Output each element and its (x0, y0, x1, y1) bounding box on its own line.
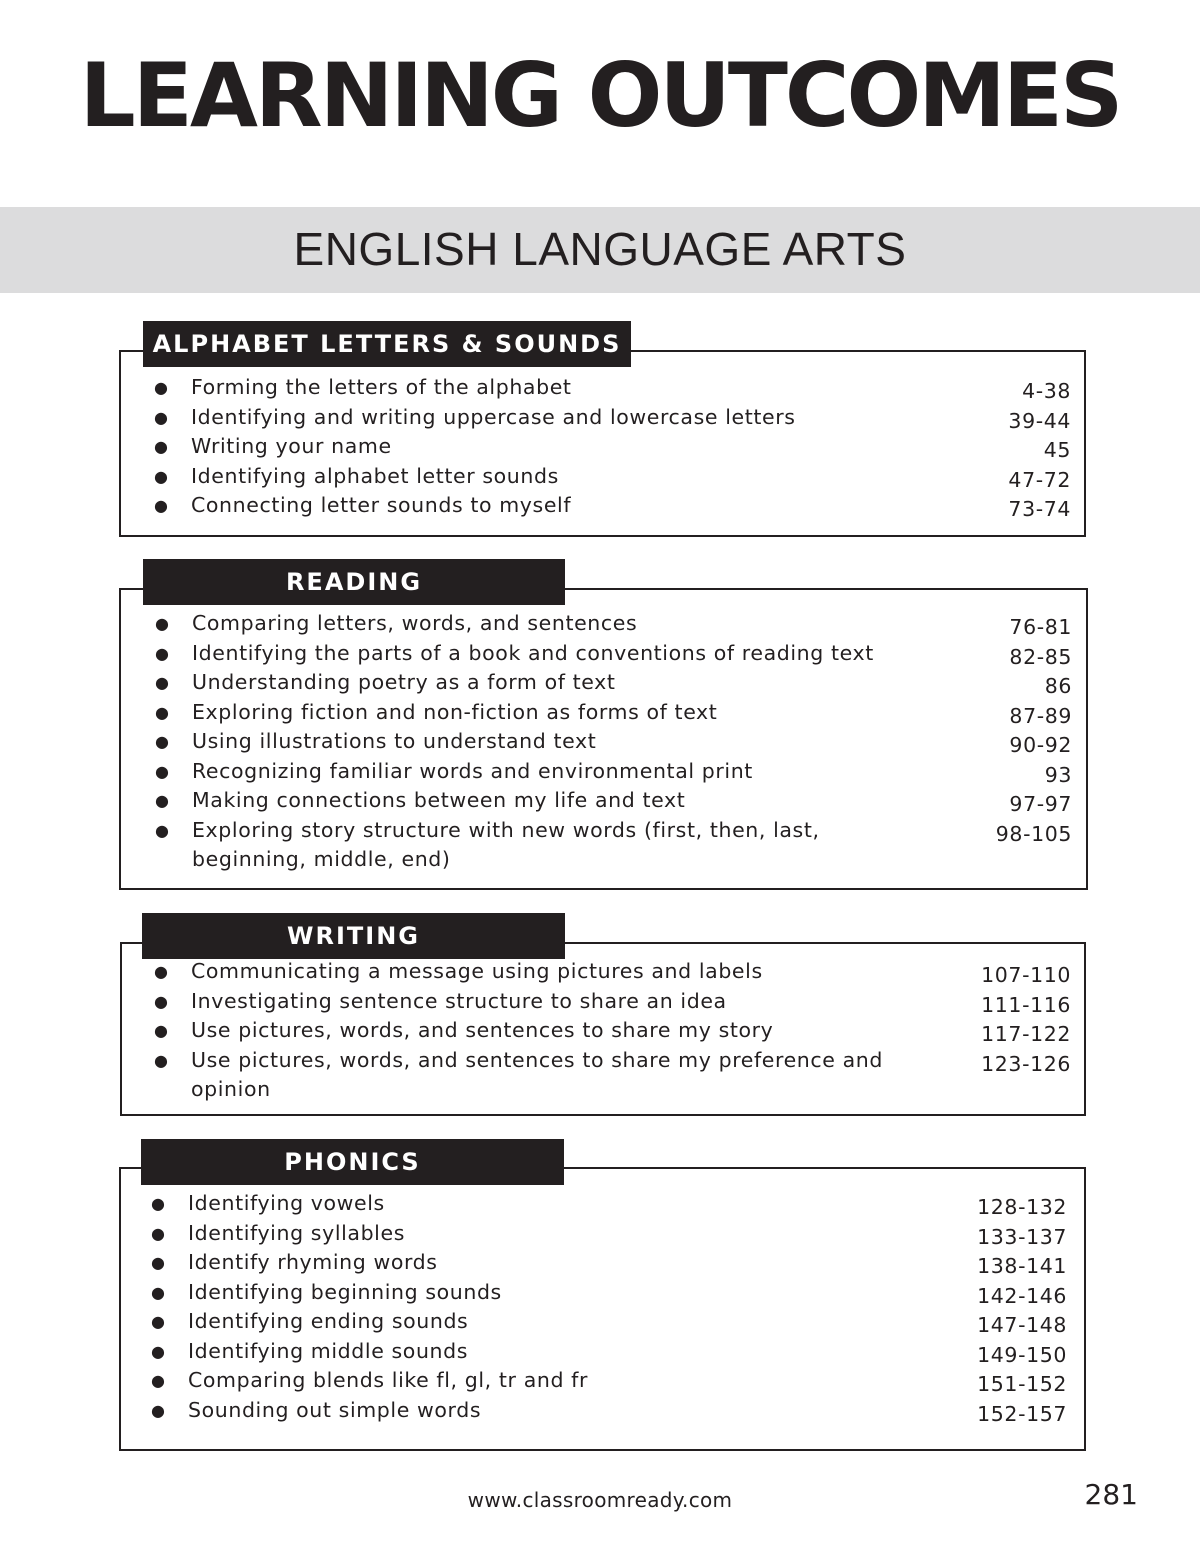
outcome-text: Identifying middle sounds (188, 1338, 469, 1363)
bullet-icon: ● (155, 702, 170, 722)
page-range: 87-89 (1009, 703, 1072, 728)
list-item (155, 668, 1072, 698)
list-item (155, 816, 1072, 875)
section-heading: READING (143, 559, 565, 605)
page-range: 73-74 (1008, 497, 1071, 521)
bullet-icon: ● (154, 437, 169, 456)
list-item (151, 1307, 1067, 1337)
page-range: 39-44 (1008, 408, 1071, 433)
section-alphabet-letters-sounds (119, 321, 1086, 537)
bullet-icon: ● (151, 1223, 166, 1243)
page-range: 149-150 (977, 1342, 1067, 1367)
list-item (155, 609, 1072, 639)
website-url: www.classroomready.com (467, 1488, 733, 1512)
page-range: 47-72 (1008, 467, 1071, 492)
outcome-text: Identifying alphabet letter sounds (191, 463, 559, 488)
bullet-icon: ● (151, 1371, 166, 1390)
list-item (154, 432, 1071, 462)
outcome-text: Identifying vowels (188, 1191, 385, 1215)
list-item (154, 462, 1071, 492)
outcome-text: Use pictures, words, and sentences to share my preference and opinion (191, 1047, 883, 1101)
page-title: LEARNING OUTCOMES (79, 44, 1121, 147)
outcome-text: Connecting letter sounds to myself (191, 493, 572, 517)
bullet-icon: ● (154, 1050, 169, 1070)
list-item (155, 786, 1072, 816)
bullet-icon: ● (154, 962, 169, 981)
outcome-list (154, 373, 1071, 521)
bullet-icon: ● (154, 1021, 169, 1040)
outcome-text: Identifying the parts of a book and conventions of reading text (192, 640, 874, 665)
list-item (151, 1337, 1067, 1367)
outcome-text: Use pictures, words, and sentences to share my story (191, 1018, 774, 1042)
bullet-icon: ● (155, 820, 170, 840)
outcome-list (154, 957, 1071, 1105)
page-range: 45 (1043, 438, 1071, 462)
section-writing (120, 913, 1086, 1116)
list-item (151, 1248, 1067, 1278)
outcome-text: Forming the letters of the alphabet (191, 375, 572, 399)
bullet-icon: ● (155, 732, 170, 751)
page-range: 128-132 (977, 1195, 1067, 1219)
page-range: 107-110 (981, 963, 1071, 987)
page-range: 151-152 (977, 1372, 1067, 1396)
page-range: 82-85 (1009, 644, 1072, 669)
bullet-icon: ● (155, 643, 170, 663)
list-item (151, 1189, 1067, 1219)
bullet-icon: ● (151, 1253, 166, 1272)
outcome-text: Comparing letters, words, and sentences (192, 611, 638, 635)
outcome-text: Using illustrations to understand text (192, 729, 597, 753)
bullet-icon: ● (154, 378, 169, 397)
outcome-text: Exploring story structure with new words (first, then, last, beginning, middle, end) (192, 817, 820, 871)
bullet-icon: ● (151, 1400, 166, 1420)
subject-title: ENGLISH LANGUAGE ARTS (293, 223, 907, 275)
bullet-icon: ● (155, 761, 170, 781)
bullet-icon: ● (154, 991, 169, 1011)
bullet-icon: ● (151, 1194, 166, 1213)
outcome-text: Understanding poetry as a form of text (192, 670, 616, 694)
outcome-text: Identify rhyming words (188, 1250, 438, 1274)
list-item (154, 1016, 1071, 1046)
outcome-text: Making connections between my life and text (192, 788, 686, 812)
section-phonics (119, 1139, 1086, 1451)
page-range: 138-141 (977, 1254, 1067, 1278)
list-item (155, 639, 1072, 669)
outcome-text: Identifying beginning sounds (188, 1279, 502, 1304)
list-item (154, 957, 1071, 987)
section-heading: ALPHABET LETTERS & SOUNDS (143, 321, 631, 367)
page-range: 86 (1044, 674, 1072, 698)
page-range: 111-116 (981, 992, 1071, 1017)
section-reading (119, 559, 1088, 890)
section-heading: PHONICS (141, 1139, 564, 1185)
page-range: 93 (1044, 762, 1072, 787)
bullet-icon: ● (155, 673, 170, 692)
bullet-icon: ● (154, 496, 169, 515)
bullet-icon: ● (151, 1312, 166, 1331)
list-item (155, 698, 1072, 728)
outcome-text: Identifying and writing uppercase and lowercase letters (191, 404, 796, 429)
page-range: 123-126 (981, 1051, 1071, 1076)
page-range: 76-81 (1009, 615, 1072, 639)
outcome-list (151, 1189, 1067, 1425)
page-range: 133-137 (977, 1224, 1067, 1249)
bullet-icon: ● (155, 791, 170, 810)
page-number: 281 (1084, 1478, 1138, 1511)
page-range: 98-105 (995, 821, 1072, 846)
bullet-icon: ● (154, 466, 169, 486)
outcome-text: Exploring fiction and non-fiction as forms of text (192, 699, 718, 724)
bullet-icon: ● (151, 1282, 166, 1302)
outcome-text: Identifying syllables (188, 1220, 405, 1245)
bullet-icon: ● (155, 614, 170, 633)
list-item (154, 1046, 1071, 1105)
list-item (155, 727, 1072, 757)
list-item (154, 987, 1071, 1017)
outcome-text: Recognizing familiar words and environmental print (192, 758, 753, 783)
outcome-text: Identifying ending sounds (188, 1309, 469, 1333)
outcome-text: Comparing blends like fl, gl, tr and fr (188, 1368, 589, 1392)
list-item (151, 1219, 1067, 1249)
outcome-text: Investigating sentence structure to share an idea (191, 988, 727, 1013)
list-item (154, 403, 1071, 433)
page-range: 152-157 (977, 1401, 1067, 1426)
outcome-text: Writing your name (191, 434, 392, 458)
page-range: 90-92 (1009, 733, 1072, 757)
list-item (151, 1366, 1067, 1396)
outcome-list (155, 609, 1072, 875)
list-item (155, 757, 1072, 787)
page-range: 97-97 (1009, 792, 1072, 816)
page-range: 142-146 (977, 1283, 1067, 1308)
page-range: 4-38 (1022, 379, 1071, 403)
page-range: 117-122 (981, 1022, 1071, 1046)
section-heading: WRITING (142, 913, 565, 959)
bullet-icon: ● (154, 407, 169, 427)
bullet-icon: ● (151, 1341, 166, 1361)
outcome-text: Sounding out simple words (188, 1397, 482, 1422)
list-item (154, 373, 1071, 403)
list-item (154, 491, 1071, 521)
page-range: 147-148 (977, 1313, 1067, 1337)
outcome-text: Communicating a message using pictures and labels (191, 959, 763, 983)
list-item (151, 1396, 1067, 1426)
list-item (151, 1278, 1067, 1308)
